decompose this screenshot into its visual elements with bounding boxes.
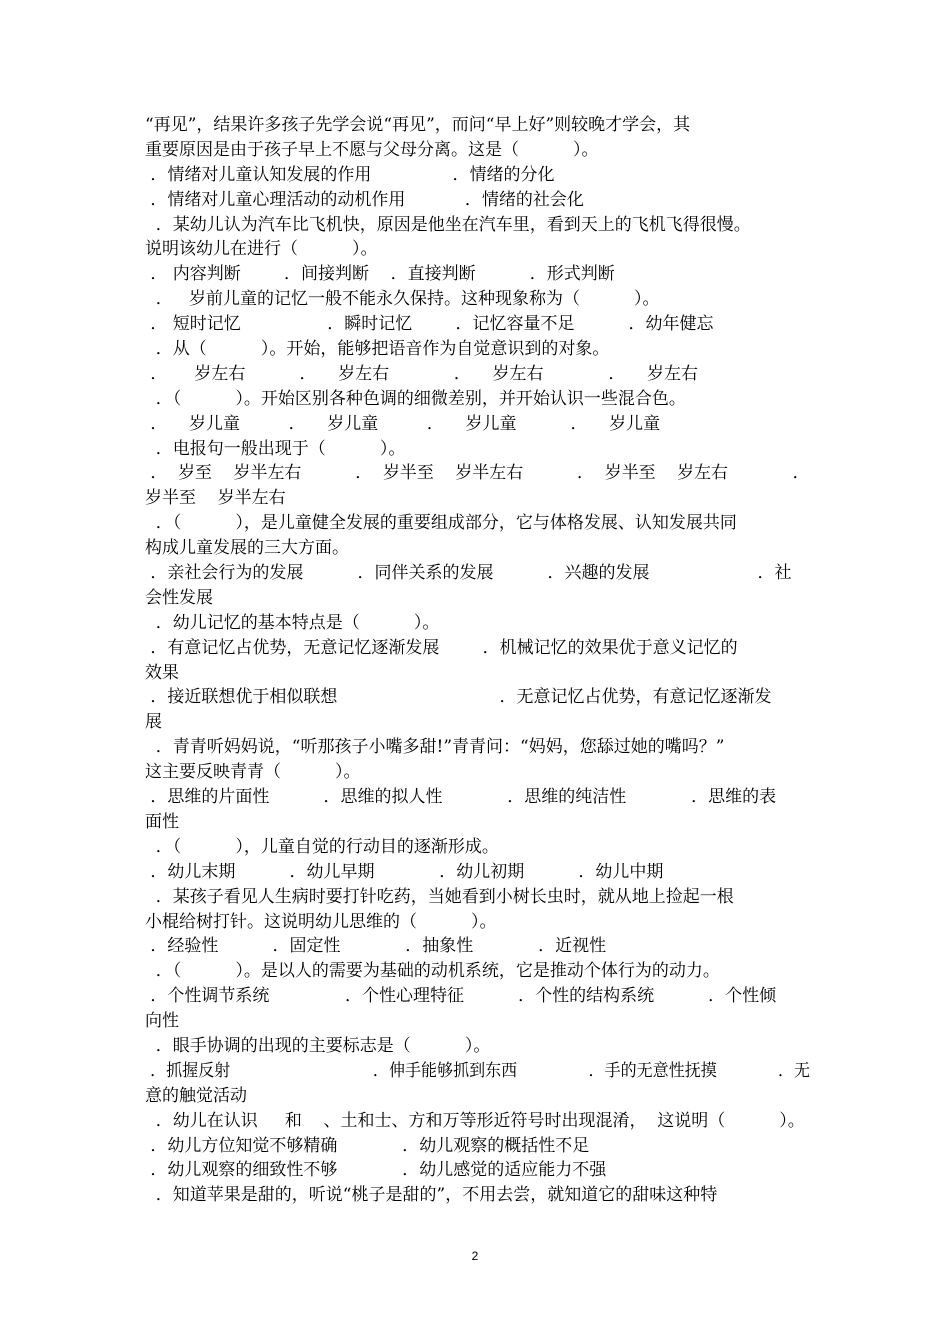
text-line: ．（ ）。开始区别各种色调的细微差别，并开始认识一些混合色。 — [145, 388, 686, 409]
text-line: ．接近联想优于相似联想 ．无意记忆占优势，有意记忆逐渐发 — [145, 687, 772, 708]
text-line: ．青青听妈妈说，“听那孩子小嘴多甜!”青青问：“妈妈，您舔过她的嘴吗？” — [145, 737, 725, 758]
text-line: 展 — [145, 712, 162, 733]
text-line: ．幼儿末期 ．幼儿早期 ．幼儿初期 ．幼儿中期 — [145, 861, 664, 882]
text-line: 构成儿童发展的三大方面。 — [145, 538, 349, 559]
text-line: ．幼儿在认识 和 、土和士、方和万等形近符号时出现混淆， 这说明（ ）。 — [145, 1110, 805, 1131]
text-line: ．（ ），儿童自觉的行动目的逐渐形成。 — [145, 836, 499, 857]
text-line: 意的触觉活动 — [145, 1085, 247, 1106]
page-number: 2 — [471, 1249, 479, 1263]
text-line: ．抓握反射 ．伸手能够抓到东西 ．手的无意性抚摸 ．无 — [145, 1060, 811, 1081]
text-line: ．幼儿方位知觉不够精确 ．幼儿观察的概括性不足 — [145, 1135, 590, 1156]
text-line: ．眼手协调的出现的主要标志是（ ）。 — [145, 1035, 491, 1056]
text-line: ． 岁前儿童的记忆一般不能永久保持。这种现象称为（ ）。 — [145, 289, 660, 310]
text-line: ．情绪对儿童认知发展的作用 ．情绪的分化 — [145, 164, 555, 185]
text-line: 面性 — [145, 811, 179, 832]
text-line: 小棍给树打针。这说明幼儿思维的（ ）。 — [145, 911, 497, 932]
text-line: “再见”，结果许多孩子先学会说“再见”，而问“早上好”则较晚才学会，其 — [145, 115, 691, 135]
text-line: 效果 — [145, 662, 179, 683]
text-line: ．幼儿记忆的基本特点是（ ）。 — [145, 612, 440, 633]
text-line: ．知道苹果是甜的，听说“桃子是甜的”，不用去尝，就知道它的甜味这种特 — [145, 1185, 718, 1206]
text-line: ．经验性 ．固定性 ．抽象性 ．近视性 — [145, 936, 607, 957]
text-line: ．（ ），是儿童健全发展的重要组成部分，它与体格发展、认知发展共同 — [145, 513, 737, 534]
text-line: ．（ ）。是以人的需要为基础的动机系统，它是推动个体行为的动力。 — [145, 961, 720, 982]
text-line: ．幼儿观察的细致性不够 ．幼儿感觉的适应能力不强 — [145, 1160, 607, 1181]
text-line: ．个性调节系统 ．个性心理特征 ．个性的结构系统 ．个性倾 — [145, 986, 777, 1007]
page-body — [145, 113, 810, 1208]
text-line: ． 岁左右 ． 岁左右 ． 岁左右 ． 岁左右 — [145, 363, 698, 384]
text-line: 重要原因是由于孩子早上不愿与父母分离。这是（ ）。 — [145, 139, 599, 160]
text-line: ．某孩子看见人生病时要打针吃药，当她看到小树长虫时，就从地上捡起一根 — [145, 886, 734, 907]
text-line: ．情绪对儿童心理活动的动机作用 ．情绪的社会化 — [145, 189, 584, 210]
text-line: 这主要反映青青（ ）。 — [145, 762, 361, 783]
text-line: ． 内容判断 ．间接判断 ．直接判断 ．形式判断 — [145, 264, 615, 285]
text-line: ．有意记忆占优势，无意记忆逐渐发展 ．机械记忆的效果优于意义记忆的 — [145, 637, 738, 658]
text-line: 岁半至 岁半左右 — [145, 488, 286, 509]
text-line: ． 短时记忆 ．瞬时记忆 ．记忆容量不足 ．幼年健忘 — [145, 314, 714, 335]
text-line: ．思维的片面性 ．思维的拟人性 ．思维的纯洁性 ．思维的表 — [145, 787, 777, 808]
text-line: 会性发展 — [145, 587, 213, 608]
text-line: 向性 — [145, 1011, 179, 1032]
text-line: ．亲社会行为的发展 ．同伴关系的发展 ．兴趣的发展 ．社 — [145, 563, 792, 584]
text-line: ． 岁儿童 ． 岁儿童 ． 岁儿童 ． 岁儿童 — [145, 413, 661, 434]
text-line: 说明该幼儿在进行（ ）。 — [145, 239, 378, 260]
text-line: ．从（ ）。开始，能够把语音作为自觉意识到的对象。 — [145, 339, 610, 360]
text-line: ． 岁至 岁半左右 ． 岁半至 岁半左右 ． 岁半至 岁左右 ． — [145, 463, 810, 484]
text-line: ．电报句一般出现于（ ）。 — [145, 438, 406, 459]
text-line: ．某幼儿认为汽车比飞机快，原因是他坐在汽车里，看到天上的飞机飞得很慢。 — [145, 214, 751, 235]
